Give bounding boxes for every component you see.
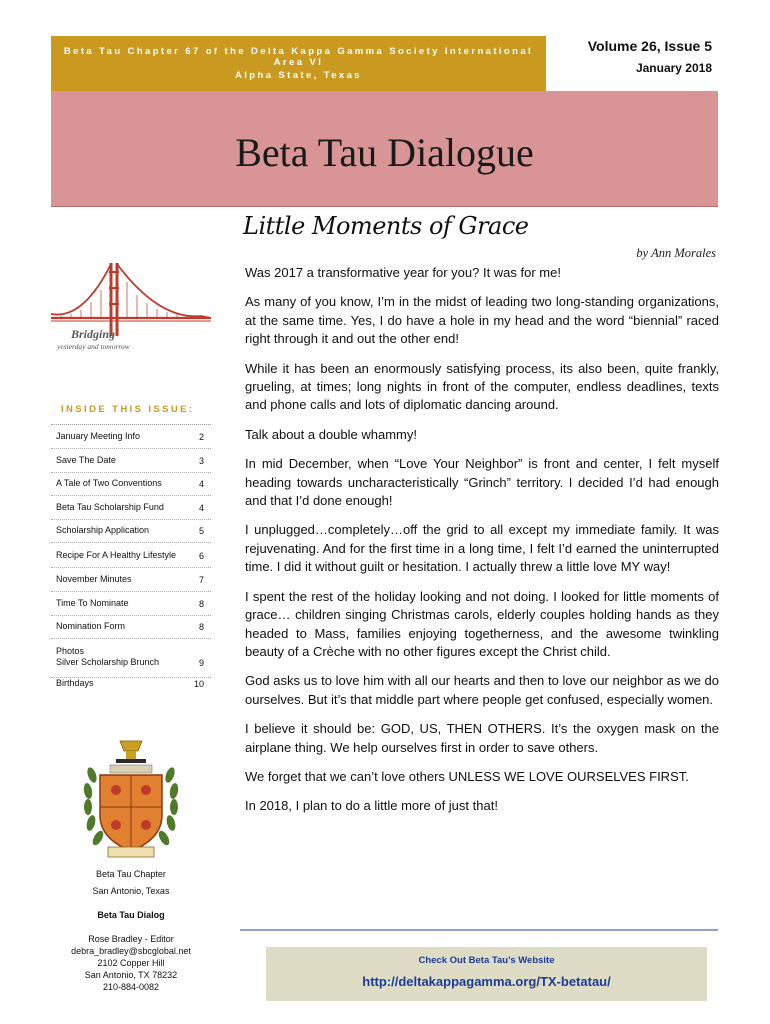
toc-divider — [51, 448, 211, 449]
article-title: Little Moments of Grace — [243, 212, 529, 240]
website-callout — [266, 947, 707, 1001]
editor-city-zip: San Antonio, TX 78232 — [84, 970, 178, 980]
article-paragraph: While it has been an enormously satisfying process, its also been, quite frankly, grueling, at times; long nights in front of the computer, endless deadlines, texts and phone calls and lots of diplomatic dancing around. — [245, 360, 719, 413]
newsletter-title: Beta Tau Dialogue — [235, 130, 534, 175]
organization-banner — [51, 36, 546, 91]
toc-item[interactable] — [56, 502, 206, 513]
toc-divider — [51, 615, 211, 616]
editor-phone: 210-884-0082 — [102, 982, 160, 992]
article-paragraph: In 2018, I plan to do a little more of just that! — [245, 798, 498, 814]
article-paragraph: In mid December, when “Love Your Neighbor” is front and center, I felt myself heading towards uncharacteristically “Grinch” territory. I decided I’d had enough and that I’d done enough! — [245, 456, 719, 509]
issue-date: January 2018 — [635, 61, 712, 75]
toc-item-page: 2 — [198, 432, 204, 442]
toc-item[interactable] — [56, 478, 206, 489]
toc-item[interactable] — [56, 646, 206, 668]
toc-divider — [51, 542, 211, 543]
website-divider — [240, 929, 718, 931]
toc-item-page: 7 — [198, 575, 204, 585]
inside-this-issue-heading: INSIDE THIS ISSUE: — [61, 404, 195, 415]
toc-divider — [51, 472, 211, 473]
toc-divider — [51, 567, 211, 568]
toc-item[interactable] — [56, 678, 206, 689]
toc-item-page: 10 — [193, 679, 204, 689]
toc-item-title: Scholarship Application — [56, 525, 150, 535]
chapter-city: San Antonio, Texas — [92, 886, 170, 896]
article-paragraph: I unplugged…completely…off the grid to all except my immediate family. It was rejuvenating. And for the first time in a long time, I felt I’d earned the uninterrupted time. I did it without guilt or hesitation. I actually threw a little love MY way! — [245, 522, 719, 575]
toc-item-page: 4 — [198, 479, 204, 489]
toc-item[interactable] — [56, 525, 206, 536]
toc-item-title: Time To Nominate — [56, 598, 129, 608]
organization-name: Beta Tau Chapter 67 of the Delta Kappa Gamma Society International Area VI — [63, 46, 534, 68]
toc-divider — [51, 495, 211, 496]
logo-tagline: yesterday and tomorrow — [57, 342, 130, 351]
chapter-name: Beta Tau Chapter — [96, 869, 166, 879]
toc-item[interactable] — [56, 598, 206, 609]
title-divider — [51, 206, 718, 207]
toc-item-title: Save The Date — [56, 455, 116, 465]
article-byline: by Ann Morales — [636, 246, 716, 260]
article-paragraph: We forget that we can’t love others UNLESS WE LOVE OURSELVES FIRST. — [245, 768, 689, 784]
title-banner — [51, 91, 718, 206]
toc-item-title: Beta Tau Scholarship Fund — [56, 502, 164, 512]
toc-divider — [51, 591, 211, 592]
article-paragraph: God asks us to love him with all our hearts and then to love our neighbor as we do ourselves. But it’s that middle part where people get confused, especially women. — [245, 673, 719, 707]
toc-item-page: 5 — [198, 526, 204, 536]
editor-street: 2102 Copper Hill — [97, 958, 165, 968]
article-paragraph: Was 2017 a transformative year for you? It was for me! — [245, 265, 561, 280]
toc-item-page: 9 — [198, 658, 204, 668]
toc-item-page: 4 — [198, 503, 204, 513]
toc-item[interactable] — [56, 455, 206, 466]
article-paragraph: Talk about a double whammy! — [245, 426, 417, 442]
toc-item-title: Photos Silver Scholarship Brunch — [56, 646, 160, 667]
article-paragraph: I believe it should be: GOD, US, THEN OTHERS. It’s the oxygen mask on the airplane thing. We help ourselves first in order to save others. — [245, 721, 719, 755]
toc-item-title: November Minutes — [56, 574, 132, 584]
delta-kappa-gamma-crest-icon — [78, 735, 184, 867]
volume-issue: Volume 26, Issue 5 — [587, 38, 712, 54]
website-link[interactable]: http://deltakappagamma.org/TX-betatau/ — [362, 974, 611, 989]
toc-item-page: 8 — [198, 622, 204, 632]
toc-item[interactable] — [56, 431, 206, 442]
editor-name: Rose Bradley - Editor — [88, 934, 174, 944]
toc-item[interactable] — [56, 574, 206, 585]
toc-item-page: 3 — [198, 456, 204, 466]
toc-item-title: A Tale of Two Conventions — [56, 478, 162, 488]
newsletter-name: Beta Tau Dialog — [97, 910, 165, 920]
toc-item-title: Recipe For A Healthy Lifestyle — [56, 550, 177, 560]
toc-item[interactable] — [56, 550, 206, 561]
organization-state: Alpha State, Texas — [235, 70, 362, 81]
article-paragraph: I spent the rest of the holiday looking and not doing. I looked for little moments of grace… children singing Christmas carols, elderly couples holding hands as they headed to Mass, families enjoying togetherness, and the awesome twinkling beauty of a Crèche with no other figures except the Christ child. — [245, 588, 719, 659]
toc-item-page: 6 — [198, 551, 204, 561]
toc-divider — [51, 424, 211, 425]
toc-item-page: 8 — [198, 599, 204, 609]
website-label: Check Out Beta Tau’s Website — [418, 955, 555, 966]
toc-divider — [51, 638, 211, 639]
toc-divider — [51, 519, 211, 520]
toc-item[interactable] — [56, 621, 206, 632]
article-body — [245, 264, 719, 827]
editor-email[interactable]: debra_bradley@sbcglobal.net — [71, 946, 191, 956]
article-paragraph: As many of you know, I’m in the midst of leading two long-standing organizations, at the same time. Yes, I do have a hole in my head and the word “biennial” raced right through it and out the other end! — [245, 294, 719, 347]
toc-item-title: Nomination Form — [56, 621, 126, 631]
toc-item-title: Birthdays — [56, 678, 94, 688]
logo-word: Bridging — [71, 327, 116, 341]
toc-item-title: January Meeting Info — [56, 431, 141, 441]
